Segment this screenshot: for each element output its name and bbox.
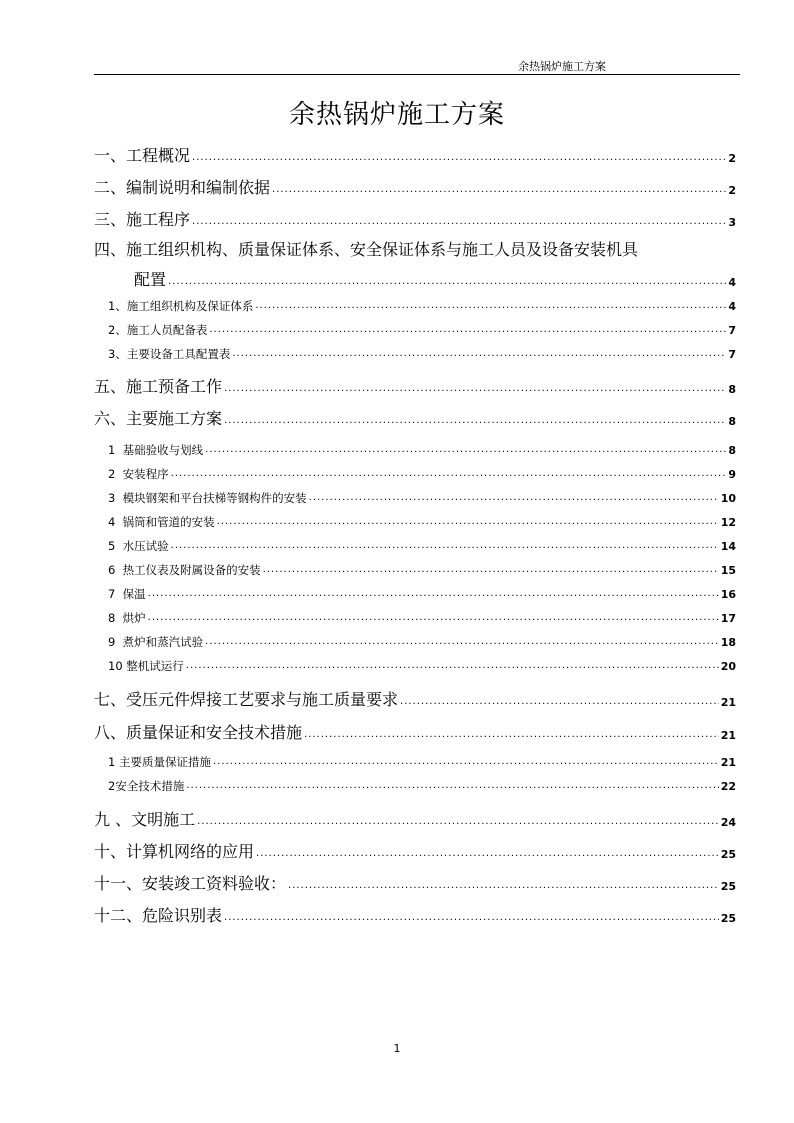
toc-leader-dots <box>209 325 726 338</box>
toc-leader-dots <box>205 637 719 650</box>
toc-entry-label: 3、主要设备工具配置表 <box>108 347 231 361</box>
toc-leader-dots <box>171 469 727 482</box>
toc-page-number: 3 <box>728 216 736 229</box>
toc-leader-dots <box>197 817 719 830</box>
toc-entry-label: 5 水压试验 <box>108 539 169 553</box>
toc-entry-label: 七、受压元件焊接工艺要求与施工质量要求 <box>94 690 399 709</box>
toc-page-number: 8 <box>728 415 736 428</box>
toc-entry[interactable] <box>94 608 736 626</box>
toc-entry-label: 1、施工组织机构及保证体系 <box>108 299 254 313</box>
toc-page-number: 2 <box>728 184 736 197</box>
toc-page-number: 7 <box>728 324 736 337</box>
toc-entry[interactable] <box>94 776 736 794</box>
toc-entry[interactable] <box>94 344 736 362</box>
toc-entry[interactable] <box>94 632 736 650</box>
toc-entry-label: 十、计算机网络的应用 <box>94 842 255 861</box>
toc-leader-dots <box>232 349 726 362</box>
toc-page-number: 21 <box>720 696 736 709</box>
page-header <box>94 56 740 75</box>
toc-page-number: 8 <box>728 444 736 457</box>
toc-page-number: 10 <box>720 492 736 505</box>
toc-page-number: 24 <box>720 816 736 829</box>
toc-page-number: 7 <box>728 348 736 361</box>
toc-entry[interactable] <box>94 440 736 458</box>
toc-entry-label: 9 煮炉和蒸汽试验 <box>108 635 204 649</box>
toc-page-number: 25 <box>720 848 736 861</box>
toc-entry[interactable] <box>94 686 736 710</box>
toc-page-number: 20 <box>720 660 736 673</box>
toc-page-number: 25 <box>720 912 736 925</box>
toc-entry[interactable] <box>94 266 736 290</box>
toc-leader-dots <box>400 697 719 710</box>
toc-entry[interactable] <box>94 656 736 674</box>
toc-page-number: 15 <box>720 564 736 577</box>
toc-leader-dots <box>255 301 726 314</box>
toc-leader-dots <box>263 565 719 578</box>
toc-leader-dots <box>309 493 719 506</box>
toc-leader-dots <box>272 185 726 198</box>
toc-entry[interactable] <box>94 870 736 894</box>
toc-entry-label-continued: 配置 <box>134 270 167 289</box>
toc-entry-label: 四、施工组织机构、质量保证体系、安全保证体系与施工人员及设备安装机具 <box>94 240 639 259</box>
toc-entry-label: 八、质量保证和安全技术措施 <box>94 723 303 742</box>
toc-page-number: 9 <box>728 468 736 481</box>
toc-entry[interactable] <box>94 806 736 830</box>
toc-leader-dots <box>192 217 726 230</box>
toc-leader-dots <box>192 153 726 166</box>
toc-leader-dots <box>148 589 719 602</box>
toc-page-number: 18 <box>720 636 736 649</box>
toc-entry[interactable] <box>94 584 736 602</box>
toc-entry[interactable] <box>94 536 736 554</box>
toc-entry[interactable] <box>94 373 736 397</box>
toc-leader-dots <box>148 613 719 626</box>
toc-entry[interactable] <box>94 142 736 166</box>
toc-page-number: 4 <box>728 300 736 313</box>
toc-entry[interactable] <box>94 838 736 862</box>
toc-page-number: 14 <box>720 540 736 553</box>
toc-page-number: 25 <box>720 880 736 893</box>
toc-entry[interactable] <box>94 464 736 482</box>
toc-page-number: 12 <box>720 516 736 529</box>
toc-leader-dots <box>224 913 719 926</box>
toc-page-number: 21 <box>720 729 736 742</box>
toc-entry-label: 3 模块钢架和平台扶梯等钢构件的安装 <box>108 491 307 505</box>
toc-entry-label: 九 、文明施工 <box>94 810 196 829</box>
toc-entry[interactable] <box>94 752 736 770</box>
document-title: 余热锅炉施工方案 <box>288 100 505 130</box>
toc-entry-label: 2、施工人员配备表 <box>108 323 208 337</box>
toc-entry[interactable] <box>94 206 736 230</box>
toc-page-number: 22 <box>720 780 736 793</box>
toc-entry-label: 2安全技术措施 <box>108 779 185 793</box>
toc-entry[interactable] <box>94 719 736 743</box>
toc-entry-label: 10 整机试运行 <box>108 659 184 673</box>
toc-entry[interactable] <box>94 488 736 506</box>
toc-leader-dots <box>256 849 719 862</box>
toc-leader-dots <box>304 730 719 743</box>
toc-leader-dots <box>186 781 718 794</box>
header-text: 余热锅炉施工方案 <box>518 60 606 73</box>
toc-entry[interactable] <box>94 320 736 338</box>
page-number: 1 <box>393 1042 401 1055</box>
toc-page-number: 4 <box>728 276 736 289</box>
toc-page-number: 21 <box>720 756 736 769</box>
toc-entry[interactable] <box>94 296 736 314</box>
toc-entry-label: 1 基础验收与划线 <box>108 443 204 457</box>
toc-leader-dots <box>224 384 726 397</box>
toc-leader-dots <box>186 661 719 674</box>
toc-entry-label: 8 烘炉 <box>108 611 146 625</box>
toc-entry-label: 二、编制说明和编制依据 <box>94 178 271 197</box>
toc-entry-label: 一、工程概况 <box>94 146 191 165</box>
toc-entry-label: 十一、安装竣工资料验收： <box>94 874 287 893</box>
toc-entry[interactable] <box>94 405 736 429</box>
toc-leader-dots <box>224 416 726 429</box>
toc-leader-dots <box>205 445 726 458</box>
toc-entry-label: 五、施工预备工作 <box>94 377 223 396</box>
toc-entry-label: 三、施工程序 <box>94 210 191 229</box>
toc-leader-dots <box>213 757 719 770</box>
toc-entry[interactable] <box>94 902 736 926</box>
toc-entry-first-line <box>94 236 736 260</box>
toc-page-number: 17 <box>720 612 736 625</box>
toc-entry-label: 6 热工仪表及附属设备的安装 <box>108 563 261 577</box>
toc-entry-label: 六、主要施工方案 <box>94 409 223 428</box>
toc-entry[interactable] <box>94 174 736 198</box>
toc-entry-label: 1 主要质量保证措施 <box>108 755 211 769</box>
toc-leader-dots <box>217 517 719 530</box>
toc-entry-label: 十二、危险识别表 <box>94 906 223 925</box>
toc-entry[interactable] <box>94 512 736 530</box>
toc-leader-dots <box>171 541 719 554</box>
toc-page-number: 2 <box>728 152 736 165</box>
toc-entry[interactable] <box>94 560 736 578</box>
toc-leader-dots <box>168 277 726 290</box>
toc-entry-label: 4 锅筒和管道的安装 <box>108 515 215 529</box>
toc-page-number: 8 <box>728 383 736 396</box>
toc-entry-label: 7 保温 <box>108 587 146 601</box>
toc-leader-dots <box>288 881 719 894</box>
toc-entry-label: 2 安装程序 <box>108 467 169 481</box>
toc-page-number: 16 <box>720 588 736 601</box>
